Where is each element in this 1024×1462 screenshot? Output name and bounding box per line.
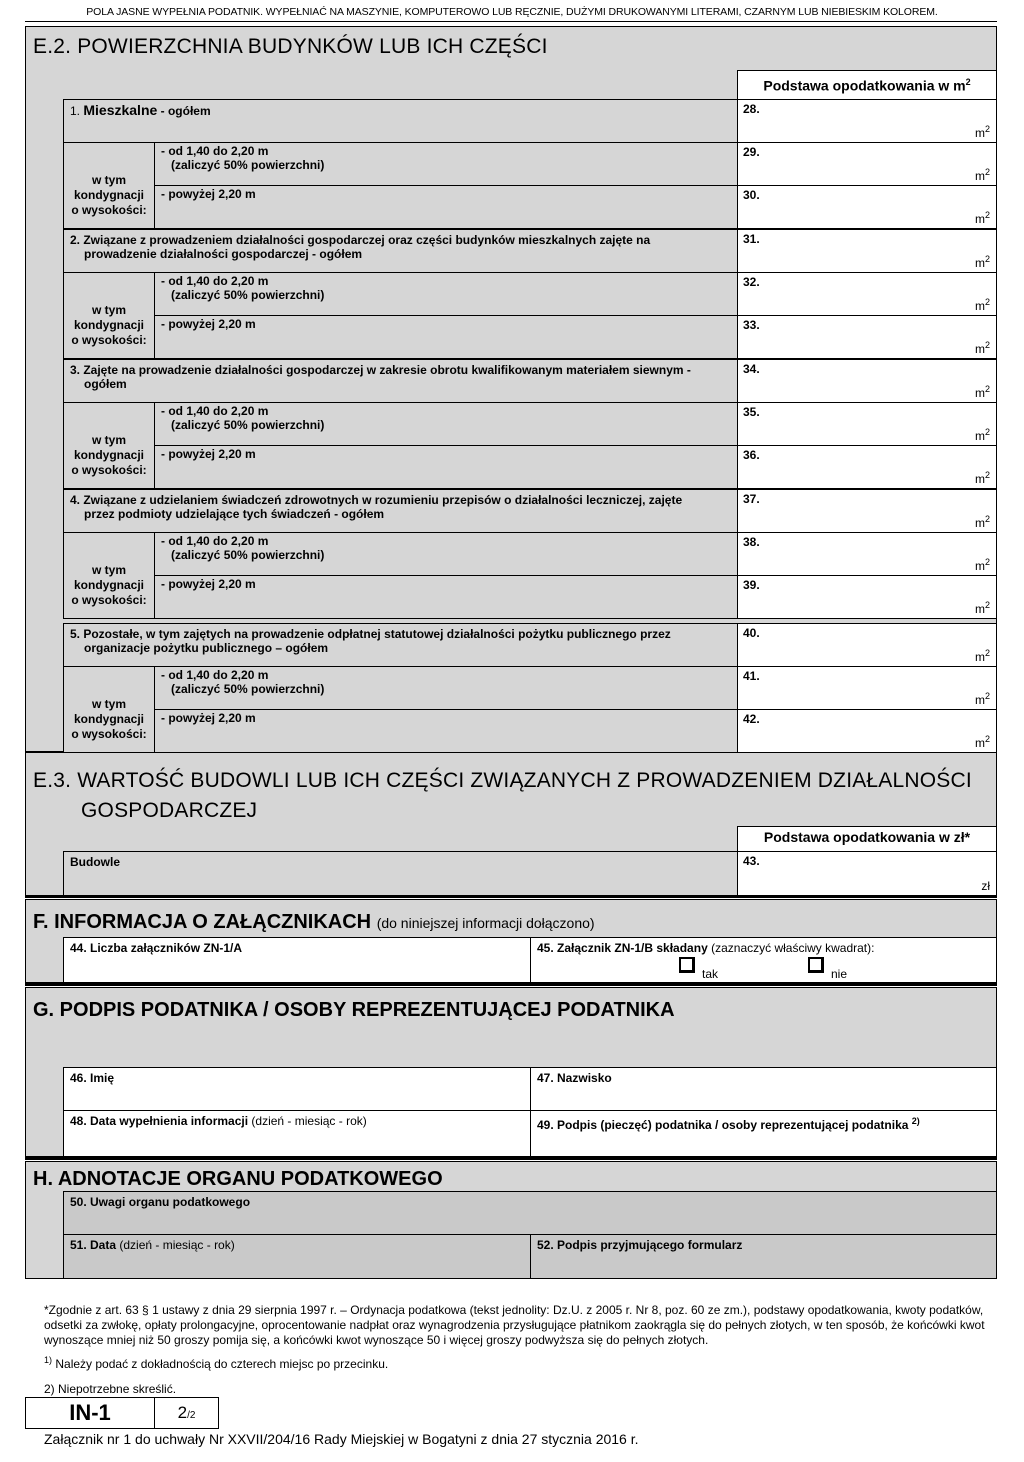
- footnote-star: *Zgodnie z art. 63 § 1 ustawy z dnia 29 sierpnia 1997 r. – Ordynacja podatkowa (tekst jednolity: Dz.U. z 2005 r. Nr 8, poz. 60 ze zm.), podstawy opodatkowania, kwoty podatków, odsetki za zwłokę, opłaty prolongacyjne, oprocentowanie nadpłat oraz wynagrodzenia przysługujące płatnikom zaokrągla się do pełnych złotych, w ten sposób, że końcówki kwot wynoszące mniej niż 50 groszy pomija się, a końcówki kwot wynoszące 50 i więcej groszy podwyższa się do pełnych złotych.: [44, 1303, 985, 1347]
- sub-label-text: [155, 186, 737, 204]
- field-52-label: 52. Podpis przyjmującego formularz: [537, 1238, 743, 1252]
- e2-group-4-kondygnacje: [63, 532, 155, 619]
- kondygnacje-text: o wysokości:: [71, 727, 147, 741]
- sub-label-line2: (zaliczyć 50% powierzchni): [171, 682, 325, 696]
- field-37[interactable]: [737, 489, 997, 533]
- field-47-label: 47. Nazwisko: [537, 1071, 612, 1085]
- checkbox-tak[interactable]: [679, 957, 695, 973]
- kondygnacje-text: o wysokości:: [71, 463, 147, 477]
- budowle-label: Budowle: [70, 855, 120, 869]
- e2-group-4-sub-2-label: [154, 575, 738, 619]
- field-38[interactable]: [737, 532, 997, 576]
- field-number: 34.: [743, 362, 760, 376]
- sub-label-line1: - od 1,40 do 2,20 m: [161, 144, 269, 158]
- kondygnacje-text: w tym: [91, 697, 126, 711]
- sub-label-line1: - od 1,40 do 2,20 m: [161, 274, 269, 288]
- field-28[interactable]: [737, 99, 997, 143]
- field-number: 29.: [743, 145, 760, 159]
- unit-sup: 2: [984, 514, 990, 524]
- unit-sup: 2: [984, 470, 990, 480]
- kondygnacje-text: o wysokości:: [71, 203, 147, 217]
- e2-group-4-label: [64, 490, 737, 524]
- e2-group-2-sub-2-label: [154, 315, 738, 359]
- group-line1: 5. Pozostałe, w tym zajętych na prowadzenie odpłatnej statutowej działalności pożytku publicznego przez: [70, 627, 671, 641]
- kondygnacje-text: w tym: [91, 563, 126, 577]
- field-unit: $m^2$: [974, 340, 990, 356]
- field-number: 33.: [743, 318, 760, 332]
- field-unit: $m^2$: [974, 210, 990, 226]
- attachment-note: Załącznik nr 1 do uchwały Nr XXVII/204/16 Rady Miejskiej w Bogatyni z dnia 27 stycznia 2016 r.: [44, 1431, 639, 1447]
- e2-group-2-label-cell: [63, 229, 738, 273]
- field-51-note: (dzień - miesiąc - rok): [119, 1238, 235, 1252]
- field-number: 40.: [743, 626, 760, 640]
- unit-sup: 2: [984, 210, 990, 220]
- sub-label-line1: - powyżej 2,20 m: [161, 711, 256, 725]
- field-unit: $m^2$: [974, 427, 990, 443]
- kondygnacje-text: w tym: [91, 433, 126, 447]
- sub-label-line1: - powyżej 2,20 m: [161, 317, 256, 331]
- budowle-label-cell: [63, 851, 738, 896]
- field-36[interactable]: [737, 445, 997, 489]
- column-header-sup: 2: [965, 77, 971, 87]
- sub-label-line1: - od 1,40 do 2,20 m: [161, 404, 269, 418]
- e2-group-4-sub-1-label: [154, 532, 738, 576]
- section-g-title: G. PODPIS PODATNIKA / OSOBY REPREZENTUJĄCEJ PODATNIKA: [33, 999, 675, 1021]
- field-unit: $m^2$: [974, 384, 990, 400]
- kondygnacje-text: o wysokości:: [71, 593, 147, 607]
- field-48[interactable]: [63, 1110, 531, 1157]
- unit-sup: 2: [984, 384, 990, 394]
- field-number: 37.: [743, 492, 760, 506]
- unit-sup: 2: [984, 124, 990, 134]
- field-41[interactable]: [737, 666, 997, 710]
- field-unit: $m^2$: [974, 648, 990, 664]
- instructions-note: POLA JASNE WYPEŁNIA PODATNIK. WYPEŁNIAĆ NA MASZYNIE, KOMPUTEROWO LUB RĘCZNIE, DUŻYMI DRUKOWANYMI LITERAMI, CZARNYM LUB NIEBIESKIM KOLOREM.: [86, 6, 938, 18]
- kondygnacje-text: kondygnacji: [73, 712, 144, 726]
- unit-sup: 2: [984, 691, 990, 701]
- field-49-sup: 2): [911, 1116, 920, 1126]
- e2-group-1-sub-2-label: [154, 185, 738, 229]
- sub-label-line1: - od 1,40 do 2,20 m: [161, 668, 269, 682]
- page-total: /2: [187, 1410, 196, 1421]
- unit-sup: 2: [984, 167, 990, 177]
- footnote-2: 2) Niepotrzebne skreślić.: [44, 1382, 177, 1396]
- sub-label-text: [155, 446, 737, 464]
- field-34[interactable]: [737, 359, 997, 403]
- field-unit: $m^2$: [974, 297, 990, 313]
- sub-label-line2: (zaliczyć 50% powierzchni): [171, 548, 325, 562]
- field-unit: $m^2$: [974, 691, 990, 707]
- group-line2: prowadzenie działalności gospodarczej - ogółem: [84, 247, 363, 261]
- sub-label-line1: - powyżej 2,20 m: [161, 187, 256, 201]
- sub-label-text: [155, 710, 737, 728]
- group-title: Mieszkalne: [83, 102, 158, 118]
- field-number: 35.: [743, 405, 760, 419]
- field-unit: $m^2$: [974, 514, 990, 530]
- field-52: [530, 1234, 997, 1279]
- group-line2: organizacje pożytku publicznego – ogółem: [84, 641, 329, 655]
- field-unit: $m^2$: [974, 734, 990, 750]
- field-49-label: 49. Podpis (pieczęć) podatnika / osoby reprezentującej podatnika: [537, 1118, 909, 1132]
- section-f-title: [33, 911, 595, 934]
- e2-group-3-sub-2-label: [154, 445, 738, 489]
- group-line2: ogółem: [84, 377, 127, 391]
- field-44-label: 44. Liczba załączników ZN-1/A: [70, 941, 243, 955]
- divider-h: [25, 1157, 997, 1160]
- unit-sup: 2: [984, 557, 990, 567]
- field-51-label: 51. Data: [70, 1238, 117, 1252]
- field-44[interactable]: [63, 937, 531, 983]
- unit-sup: 2: [984, 297, 990, 307]
- section-h-title: H. ADNOTACJE ORGANU PODATKOWEGO: [33, 1168, 443, 1190]
- field-35[interactable]: [737, 402, 997, 446]
- footnote-1-mark: 1): [44, 1355, 53, 1365]
- e2-group-4-label-cell: [63, 489, 738, 533]
- sub-label-line2: (zaliczyć 50% powierzchni): [171, 288, 325, 302]
- e2-group-3-label-cell: [63, 359, 738, 403]
- kondygnacje-text: o wysokości:: [71, 333, 147, 347]
- sub-label-text: [155, 143, 737, 175]
- group-line1: 2. Związane z prowadzeniem działalności gospodarczej oraz części budynków mieszkalnych zajęte na: [70, 233, 651, 247]
- footnote-1-text: Należy podać z dokładnością do czterech miejsc po przecinku.: [55, 1357, 389, 1371]
- field-40[interactable]: [737, 623, 997, 667]
- field-48-note: (dzień - miesiąc - rok): [251, 1114, 367, 1128]
- section-f-title-text: F. INFORMACJA O ZAŁĄCZNIKACH: [33, 911, 372, 933]
- kondygnacje-text: kondygnacji: [73, 448, 144, 462]
- field-number: 36.: [743, 448, 760, 462]
- field-number: 28.: [743, 102, 760, 116]
- field-32[interactable]: [737, 272, 997, 316]
- field-unit: $m^2$: [974, 254, 990, 270]
- field-unit: $m^2$: [974, 167, 990, 183]
- section-e2-title: E.2. POWIERZCHNIA BUDYNKÓW LUB ICH CZĘŚCI: [33, 35, 548, 58]
- kondygnacje-text: kondygnacji: [73, 578, 144, 592]
- unit-sup: 2: [984, 254, 990, 264]
- sub-label-text: [155, 316, 737, 334]
- field-number: 31.: [743, 232, 760, 246]
- unit-sup: 2: [984, 734, 990, 744]
- field-number: 38.: [743, 535, 760, 549]
- kondygnacje-text: w tym: [91, 303, 126, 317]
- field-51: [63, 1234, 531, 1279]
- divider-g: [25, 983, 997, 986]
- unit-sup: 2: [984, 427, 990, 437]
- unit-sup: 2: [984, 648, 990, 658]
- field-49[interactable]: [530, 1110, 997, 1157]
- field-50-label: 50. Uwagi organu podatkowego: [70, 1195, 251, 1209]
- page-current: 2: [177, 1403, 188, 1422]
- e2-group-5-kondygnacje: [63, 666, 155, 753]
- e2-group-1-label: [64, 100, 737, 121]
- field-number: 42.: [743, 712, 760, 726]
- field-50: [63, 1191, 997, 1235]
- sub-label-text: [155, 533, 737, 565]
- top-rule: [25, 21, 997, 22]
- field-43-unit: zł: [981, 879, 990, 893]
- group-num: 1.: [70, 104, 81, 118]
- e2-group-5-sub-1-label: [154, 666, 738, 710]
- field-unit: $m^2$: [974, 124, 990, 140]
- unit-sup: 2: [984, 340, 990, 350]
- kondygnacje-text: w tym: [91, 173, 126, 187]
- e2-group-3-kondygnacje: [63, 402, 155, 489]
- field-46-label: 46. Imię: [70, 1071, 115, 1085]
- sub-label-line1: - powyżej 2,20 m: [161, 577, 256, 591]
- field-number: 41.: [743, 669, 760, 683]
- sub-label-line2: (zaliczyć 50% powierzchni): [171, 158, 325, 172]
- field-33[interactable]: [737, 315, 997, 359]
- group-line2: przez podmioty udzielające tych świadczeń - ogółem: [84, 507, 385, 521]
- sub-label-text: [155, 576, 737, 594]
- field-45: [530, 937, 997, 983]
- column-header-text: Podstawa opodatkowania w m: [763, 77, 966, 94]
- page-number: [154, 1397, 219, 1429]
- e2-group-3-label: [64, 360, 737, 394]
- field-48-label: 48. Data wypełnienia informacji: [70, 1114, 249, 1128]
- e2-group-1-sub-1-label: [154, 142, 738, 186]
- field-46[interactable]: [63, 1067, 531, 1111]
- sub-label-text: [155, 667, 737, 699]
- e2-group-1-label-cell: [63, 99, 738, 143]
- field-42[interactable]: [737, 709, 997, 753]
- field-30[interactable]: [737, 185, 997, 229]
- section-e3-title-line1: E.3. WARTOŚĆ BUDOWLI LUB ICH CZĘŚCI ZWIĄZANYCH Z PROWADZENIEM DZIAŁALNOŚCI: [33, 769, 972, 792]
- sub-label-line2: (zaliczyć 50% powierzchni): [171, 418, 325, 432]
- field-29[interactable]: [737, 142, 997, 186]
- field-unit: $m^2$: [974, 470, 990, 486]
- group-line1: 4. Związane z udzielaniem świadczeń zdrowotnych w rozumieniu przepisów o działalności leczniczej, zajęte: [70, 493, 683, 507]
- field-number: 39.: [743, 578, 760, 592]
- field-45-label: 45. Załącznik ZN-1/B składany: [537, 941, 708, 955]
- e2-group-5-sub-2-label: [154, 709, 738, 753]
- field-45-note: (zaznaczyć właściwy kwadrat):: [711, 941, 875, 955]
- sub-label-text: [155, 403, 737, 435]
- e2-group-2-label: [64, 230, 737, 264]
- field-43[interactable]: [737, 851, 997, 896]
- field-number: 30.: [743, 188, 760, 202]
- field-47[interactable]: [530, 1067, 997, 1111]
- e2-group-2-sub-1-label: [154, 272, 738, 316]
- field-unit: $m^2$: [974, 600, 990, 616]
- column-header-zl: Podstawa opodatkowania w zł*: [737, 826, 997, 852]
- section-e3-title-line2: GOSPODARCZEJ: [81, 799, 258, 822]
- field-number: 32.: [743, 275, 760, 289]
- field-39[interactable]: [737, 575, 997, 619]
- field-43-number: 43.: [743, 854, 760, 868]
- checkbox-nie[interactable]: [808, 957, 824, 973]
- footnote-1: [44, 1353, 994, 1372]
- e2-group-2-kondygnacje: [63, 272, 155, 359]
- field-31[interactable]: [737, 229, 997, 273]
- sub-label-line1: - od 1,40 do 2,20 m: [161, 534, 269, 548]
- form-id: IN-1: [25, 1397, 155, 1429]
- group-rest: - ogółem: [160, 104, 211, 118]
- checkbox-nie-label: nie: [831, 967, 848, 981]
- kondygnacje-text: kondygnacji: [73, 318, 144, 332]
- group-line1: 3. Zajęte na prowadzenie działalności gospodarczej w zakresie obrotu kwalifikowanym materiałem siewnym -: [70, 363, 691, 377]
- section-f-title-sub: (do niniejszej informacji dołączono): [376, 915, 595, 931]
- field-unit: $m^2$: [974, 557, 990, 573]
- divider-f: [25, 895, 997, 898]
- e2-group-5-label: [64, 624, 737, 658]
- section-e3-title: [33, 766, 972, 826]
- sub-label-line1: - powyżej 2,20 m: [161, 447, 256, 461]
- kondygnacje-text: kondygnacji: [73, 188, 144, 202]
- e2-group-1-kondygnacje: [63, 142, 155, 229]
- sub-label-text: [155, 273, 737, 305]
- column-header-m2: [737, 70, 997, 100]
- e2-group-5-label-cell: [63, 623, 738, 667]
- unit-sup: 2: [984, 600, 990, 610]
- e2-group-3-sub-1-label: [154, 402, 738, 446]
- checkbox-tak-label: tak: [702, 967, 719, 981]
